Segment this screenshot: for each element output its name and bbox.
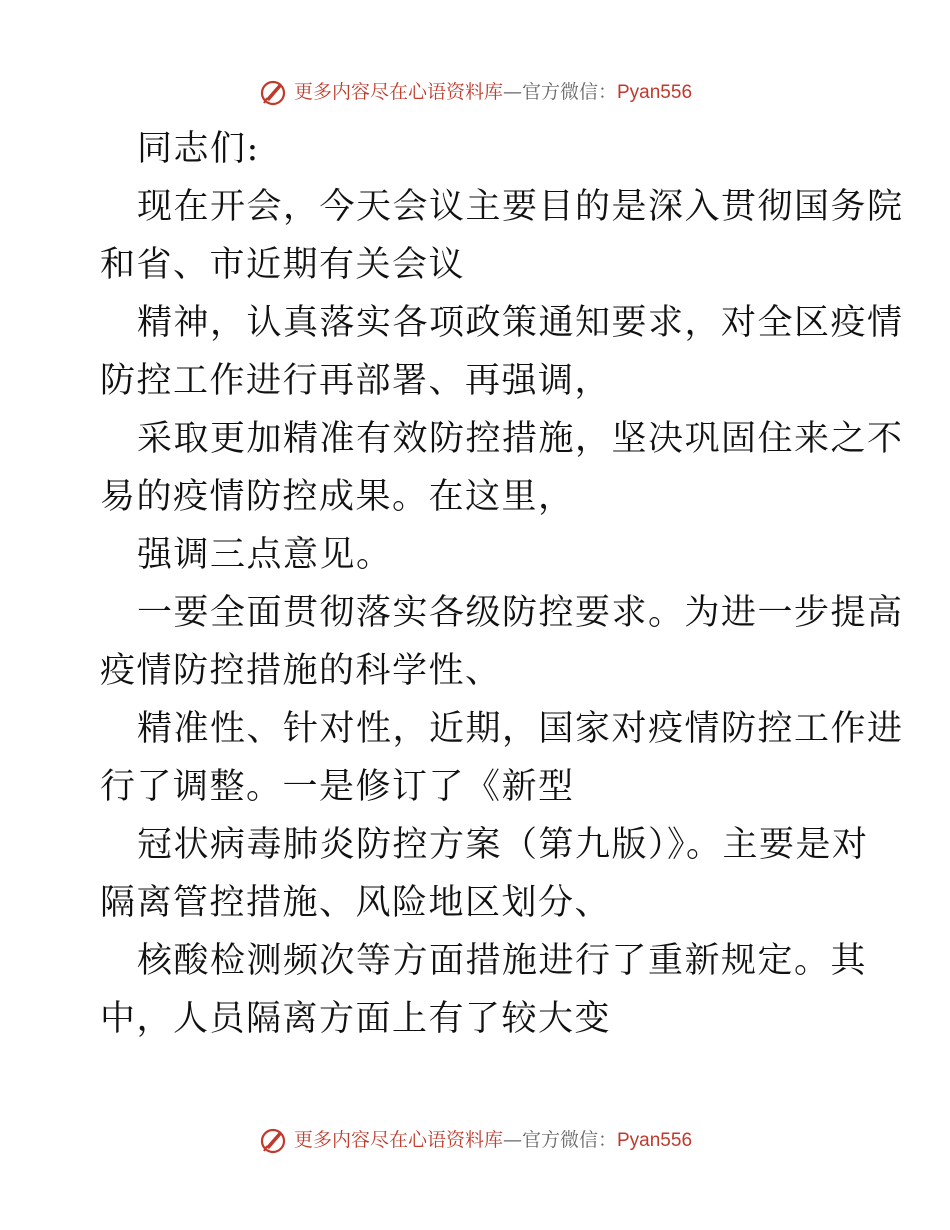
text-line: 易的疫情防控成果。在这里， [100, 477, 575, 517]
text-line: 和省、市近期有关会议 [100, 245, 466, 285]
text-line: 同志们: [137, 129, 260, 169]
watermark-wechat-id: Pyan556 [617, 81, 693, 103]
watermark-text [294, 1128, 692, 1153]
watermark-text [294, 80, 692, 105]
text-line: 现在开会，今天会议主要目的是深入贯彻国务院 [137, 187, 904, 227]
text-line: 防控工作进行再部署、再强调， [100, 361, 612, 401]
watermark-wechat-id: Pyan556 [617, 1129, 693, 1151]
watermark-wechat-label: —官方微信： [502, 1128, 617, 1151]
text-line: 精准性、针对性，近期，国家对疫情防控工作进 [137, 709, 904, 749]
footer-watermark [0, 1120, 950, 1160]
text-line: 一要全面贯彻落实各级防控要求。为进一步提高 [137, 593, 904, 633]
watermark-site-name: 更多内容尽在心语资料库 [293, 1128, 503, 1151]
text-line: 行了调整。一是修订了《新型 [100, 767, 575, 807]
header-watermark [0, 72, 950, 112]
text-line: 疫情防控措施的科学性、 [100, 651, 502, 691]
document-body [100, 120, 904, 1048]
watermark-site-name: 更多内容尽在心语资料库 [293, 80, 503, 103]
text-line: 强调三点意见。 [137, 535, 393, 575]
watermark-wechat-label: —官方微信： [502, 80, 617, 103]
text-line: 隔离管控措施、风险地区划分、 [100, 883, 612, 923]
quill-logo-icon [258, 77, 288, 107]
text-line: 精神，认真落实各项政策通知要求，对全区疫情 [137, 303, 904, 343]
text-line: 采取更加精准有效防控措施，坚决巩固住来之不 [137, 419, 904, 459]
text-line: 核酸检测频次等方面措施进行了重新规定。其 [137, 941, 868, 981]
text-line: 冠状病毒肺炎防控方案（第九版）》。主要是对 [137, 825, 869, 865]
text-line: 中，人员隔离方面上有了较大变 [100, 999, 612, 1039]
quill-logo-icon [258, 1125, 288, 1155]
